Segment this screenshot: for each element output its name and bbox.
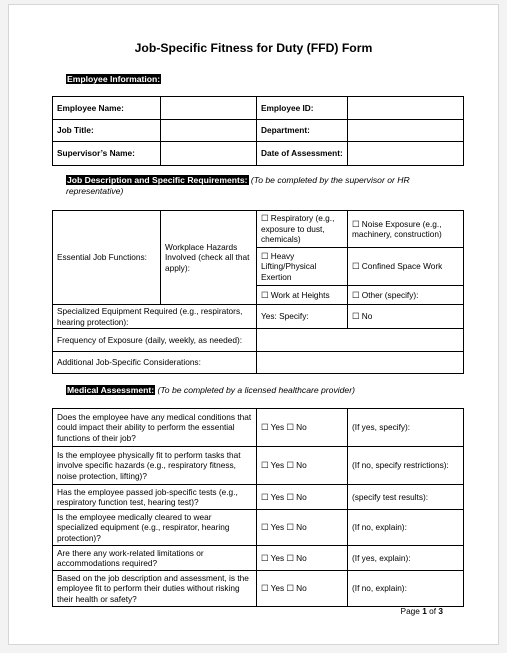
medical-followup[interactable]: (If no, explain): (348, 510, 464, 546)
medical-question: Are there any work-related limitations or accommodations required? (53, 546, 257, 571)
additional-considerations-field[interactable] (257, 352, 464, 374)
hazard-work-at-heights-checkbox[interactable]: ☐ Work at Heights (257, 286, 348, 305)
table-row (53, 510, 464, 546)
document-page (8, 4, 499, 645)
yes-no-checkboxes[interactable]: ☐ Yes ☐ No (257, 546, 348, 571)
medical-assessment-note: (To be completed by a licensed healthcare provider) (155, 385, 355, 395)
medical-assessment-table (52, 408, 464, 607)
medical-followup[interactable]: (If yes, explain): (348, 546, 464, 571)
medical-followup[interactable]: (If yes, specify): (348, 409, 464, 447)
yes-no-checkboxes[interactable]: ☐ Yes ☐ No (257, 571, 348, 607)
job-description-note: (To be completed by the supervisor or HR representative) (66, 175, 410, 196)
employee-info-table (52, 96, 464, 166)
page-of-word: of (426, 606, 439, 616)
employee-name-label: Employee Name: (53, 97, 161, 120)
employee-id-label: Employee ID: (257, 97, 348, 120)
medical-followup[interactable]: (If no, specify restrictions): (348, 447, 464, 485)
yes-no-checkboxes[interactable]: ☐ Yes ☐ No (257, 510, 348, 546)
supervisor-name-field[interactable] (161, 142, 257, 166)
medical-question: Does the employee have any medical conditions that could impact their ability to perform the essential functions of their job? (53, 409, 257, 447)
medical-followup[interactable]: (specify test results): (348, 485, 464, 510)
hazard-heavy-lifting-checkbox[interactable]: ☐ Heavy Lifting/Physical Exertion (257, 248, 348, 286)
table-row (53, 409, 464, 447)
form-title: Job-Specific Fitness for Duty (FFD) Form (134, 41, 373, 55)
equipment-yes-specify[interactable]: Yes: Specify: (257, 305, 348, 329)
page-word: Page (400, 606, 423, 616)
page-current: 1 (422, 606, 427, 616)
page-total: 3 (438, 606, 443, 616)
table-row (53, 485, 464, 510)
medical-question: Based on the job description and assessment, is the employee fit to perform their duties without risking their health or safety? (53, 571, 257, 607)
hazard-noise-checkbox[interactable]: ☐ Noise Exposure (e.g., machinery, construction) (348, 211, 464, 248)
table-row (53, 546, 464, 571)
yes-no-checkboxes[interactable]: ☐ Yes ☐ No (257, 485, 348, 510)
job-title-label: Job Title: (53, 120, 161, 142)
date-of-assessment-label: Date of Assessment: (257, 142, 348, 166)
employee-name-field[interactable] (161, 97, 257, 120)
medical-assessment-heading-text: Medical Assessment: (67, 385, 155, 395)
job-description-heading (66, 175, 426, 197)
equipment-label: Specialized Equipment Required (e.g., respirators, hearing protection): (53, 305, 257, 329)
employee-info-heading (66, 74, 161, 85)
frequency-field[interactable] (257, 329, 464, 352)
employee-info-heading-text: Employee Information: (67, 74, 161, 84)
page-number (401, 606, 443, 616)
hazards-label: Workplace Hazards Involved (check all that apply): (161, 211, 257, 305)
medical-assessment-heading (66, 385, 446, 396)
essential-functions-label: Essential Job Functions: (53, 211, 161, 305)
employee-id-field[interactable] (348, 97, 464, 120)
medical-question: Is the employee physically fit to perform tasks that involve specific hazards (e.g., respiratory fitness, noise protection, lifting)? (53, 447, 257, 485)
medical-followup[interactable]: (If no, explain): (348, 571, 464, 607)
job-description-table (52, 210, 464, 374)
department-field[interactable] (348, 120, 464, 142)
hazard-other-checkbox[interactable]: ☐ Other (specify): (348, 286, 464, 305)
frequency-label: Frequency of Exposure (daily, weekly, as needed): (53, 329, 257, 352)
supervisor-name-label: Supervisor’s Name: (53, 142, 161, 166)
job-title-field[interactable] (161, 120, 257, 142)
medical-question: Is the employee medically cleared to wear specialized equipment (e.g., respirator, hearing protection)? (53, 510, 257, 546)
job-description-heading-text: Job Description and Specific Requirements: (67, 175, 248, 185)
equipment-no-checkbox[interactable]: ☐ No (348, 305, 464, 329)
table-row (53, 571, 464, 607)
table-row (53, 447, 464, 485)
hazard-respiratory-checkbox[interactable]: ☐ Respiratory (e.g., exposure to dust, chemicals) (257, 211, 348, 248)
medical-question: Has the employee passed job-specific tests (e.g., respiratory function test, hearing test)? (53, 485, 257, 510)
date-of-assessment-field[interactable] (348, 142, 464, 166)
additional-considerations-label: Additional Job-Specific Considerations: (53, 352, 257, 374)
hazard-confined-space-checkbox[interactable]: ☐ Confined Space Work (348, 248, 464, 286)
yes-no-checkboxes[interactable]: ☐ Yes ☐ No (257, 409, 348, 447)
yes-no-checkboxes[interactable]: ☐ Yes ☐ No (257, 447, 348, 485)
department-label: Department: (257, 120, 348, 142)
